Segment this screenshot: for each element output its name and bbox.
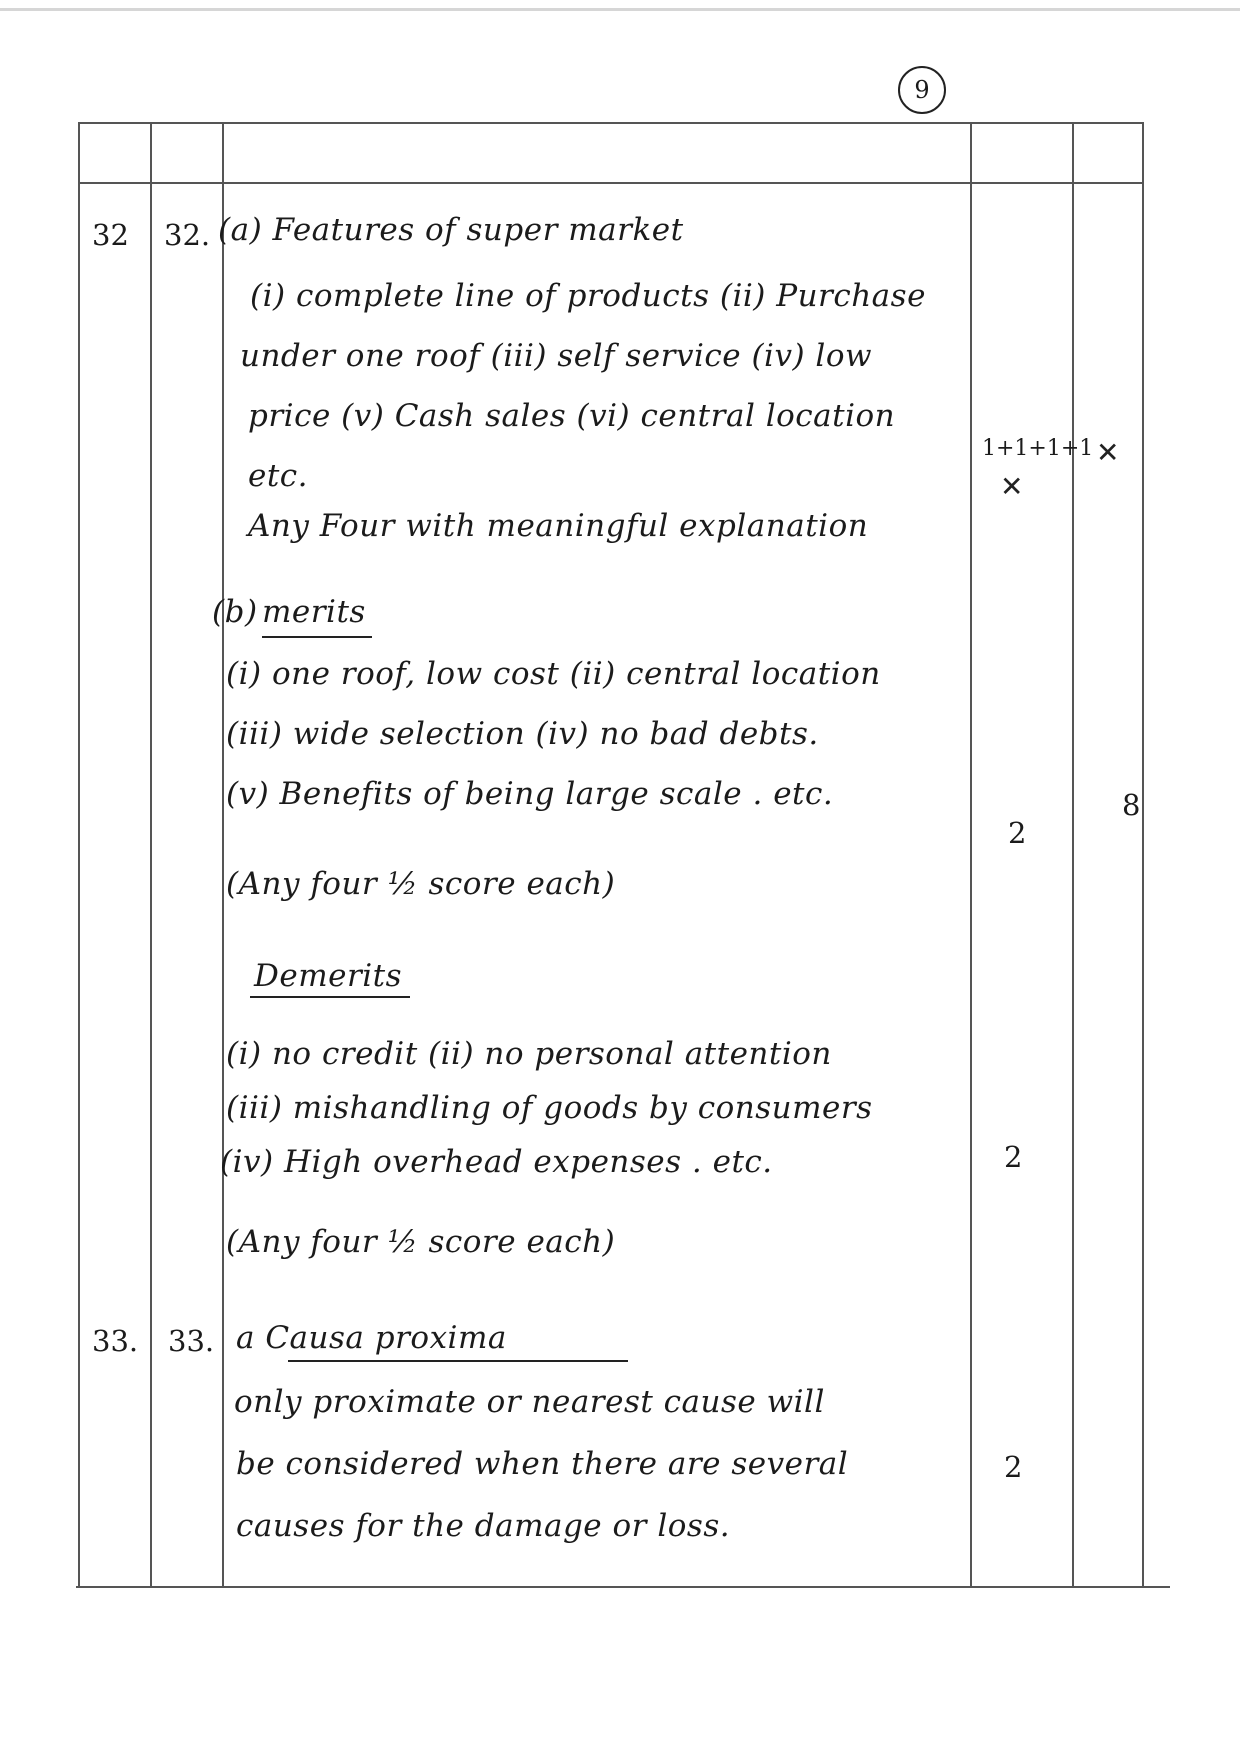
heading-underline <box>288 1360 628 1362</box>
merits-underline <box>262 636 372 638</box>
table-col-divider-3 <box>970 122 972 1586</box>
demerits-note: (Any four ½ score each) <box>226 1224 616 1260</box>
table-border-top <box>78 122 1144 124</box>
part-a-note: Any Four with meaningful explanation <box>248 508 869 544</box>
part-a-line: etc. <box>248 458 309 494</box>
question-33-line: causes for the damage or loss. <box>236 1508 731 1544</box>
part-a-line: (i) complete line of products (ii) Purchase <box>250 278 926 314</box>
merits-note: (Any four ½ score each) <box>226 866 616 902</box>
merits-score: 2 <box>1008 816 1027 850</box>
part-a-score: 1+1+1+1 <box>982 436 1094 461</box>
page-number-circle: 9 <box>898 66 946 114</box>
demerits-line: (iii) mishandling of goods by consumers <box>226 1090 873 1126</box>
question-33-score: 2 <box>1004 1450 1023 1484</box>
question-33-line: only proximate or nearest cause will <box>234 1384 825 1420</box>
demerits-underline <box>250 996 410 998</box>
question-33-heading: a Causa proxima <box>236 1320 507 1356</box>
table-col-divider-1 <box>150 122 152 1586</box>
demerits-line: (i) no credit (ii) no personal attention <box>226 1036 832 1072</box>
demerits-heading: Demerits <box>254 958 403 994</box>
merits-line: (i) one roof, low cost (ii) central location <box>226 656 881 692</box>
part-b-label: (b) <box>212 594 258 630</box>
table-col-divider-4 <box>1072 122 1074 1586</box>
part-a-line: under one roof (iii) self service (iv) low <box>240 338 873 374</box>
merits-heading: merits <box>262 594 366 630</box>
tick-mark-icon: ✕ <box>1000 470 1024 503</box>
table-border-right <box>1142 122 1144 1586</box>
question-32-total: 8 <box>1122 788 1141 822</box>
sub-question-number: 33. <box>168 1324 215 1358</box>
merits-line: (iii) wide selection (iv) no bad debts. <box>226 716 819 752</box>
part-a-line: price (v) Cash sales (vi) central location <box>248 398 896 434</box>
question-number: 32 <box>92 218 129 252</box>
tick-mark-icon: ✕ <box>1096 436 1120 469</box>
table-header-divider <box>78 182 1144 184</box>
merits-line: (v) Benefits of being large scale . etc. <box>226 776 834 812</box>
table-col-divider-2 <box>222 122 224 1586</box>
table-border-bottom <box>76 1586 1170 1588</box>
question-number: 33. <box>92 1324 139 1358</box>
question-33-line: be considered when there are several <box>236 1446 849 1482</box>
demerits-score: 2 <box>1004 1140 1023 1174</box>
scan-top-edge <box>0 8 1240 11</box>
part-a-heading: (a) Features of super market <box>218 212 684 248</box>
demerits-line: (iv) High overhead expenses . etc. <box>220 1144 773 1180</box>
sub-question-number: 32. <box>164 218 211 252</box>
table-border-left <box>78 122 80 1586</box>
